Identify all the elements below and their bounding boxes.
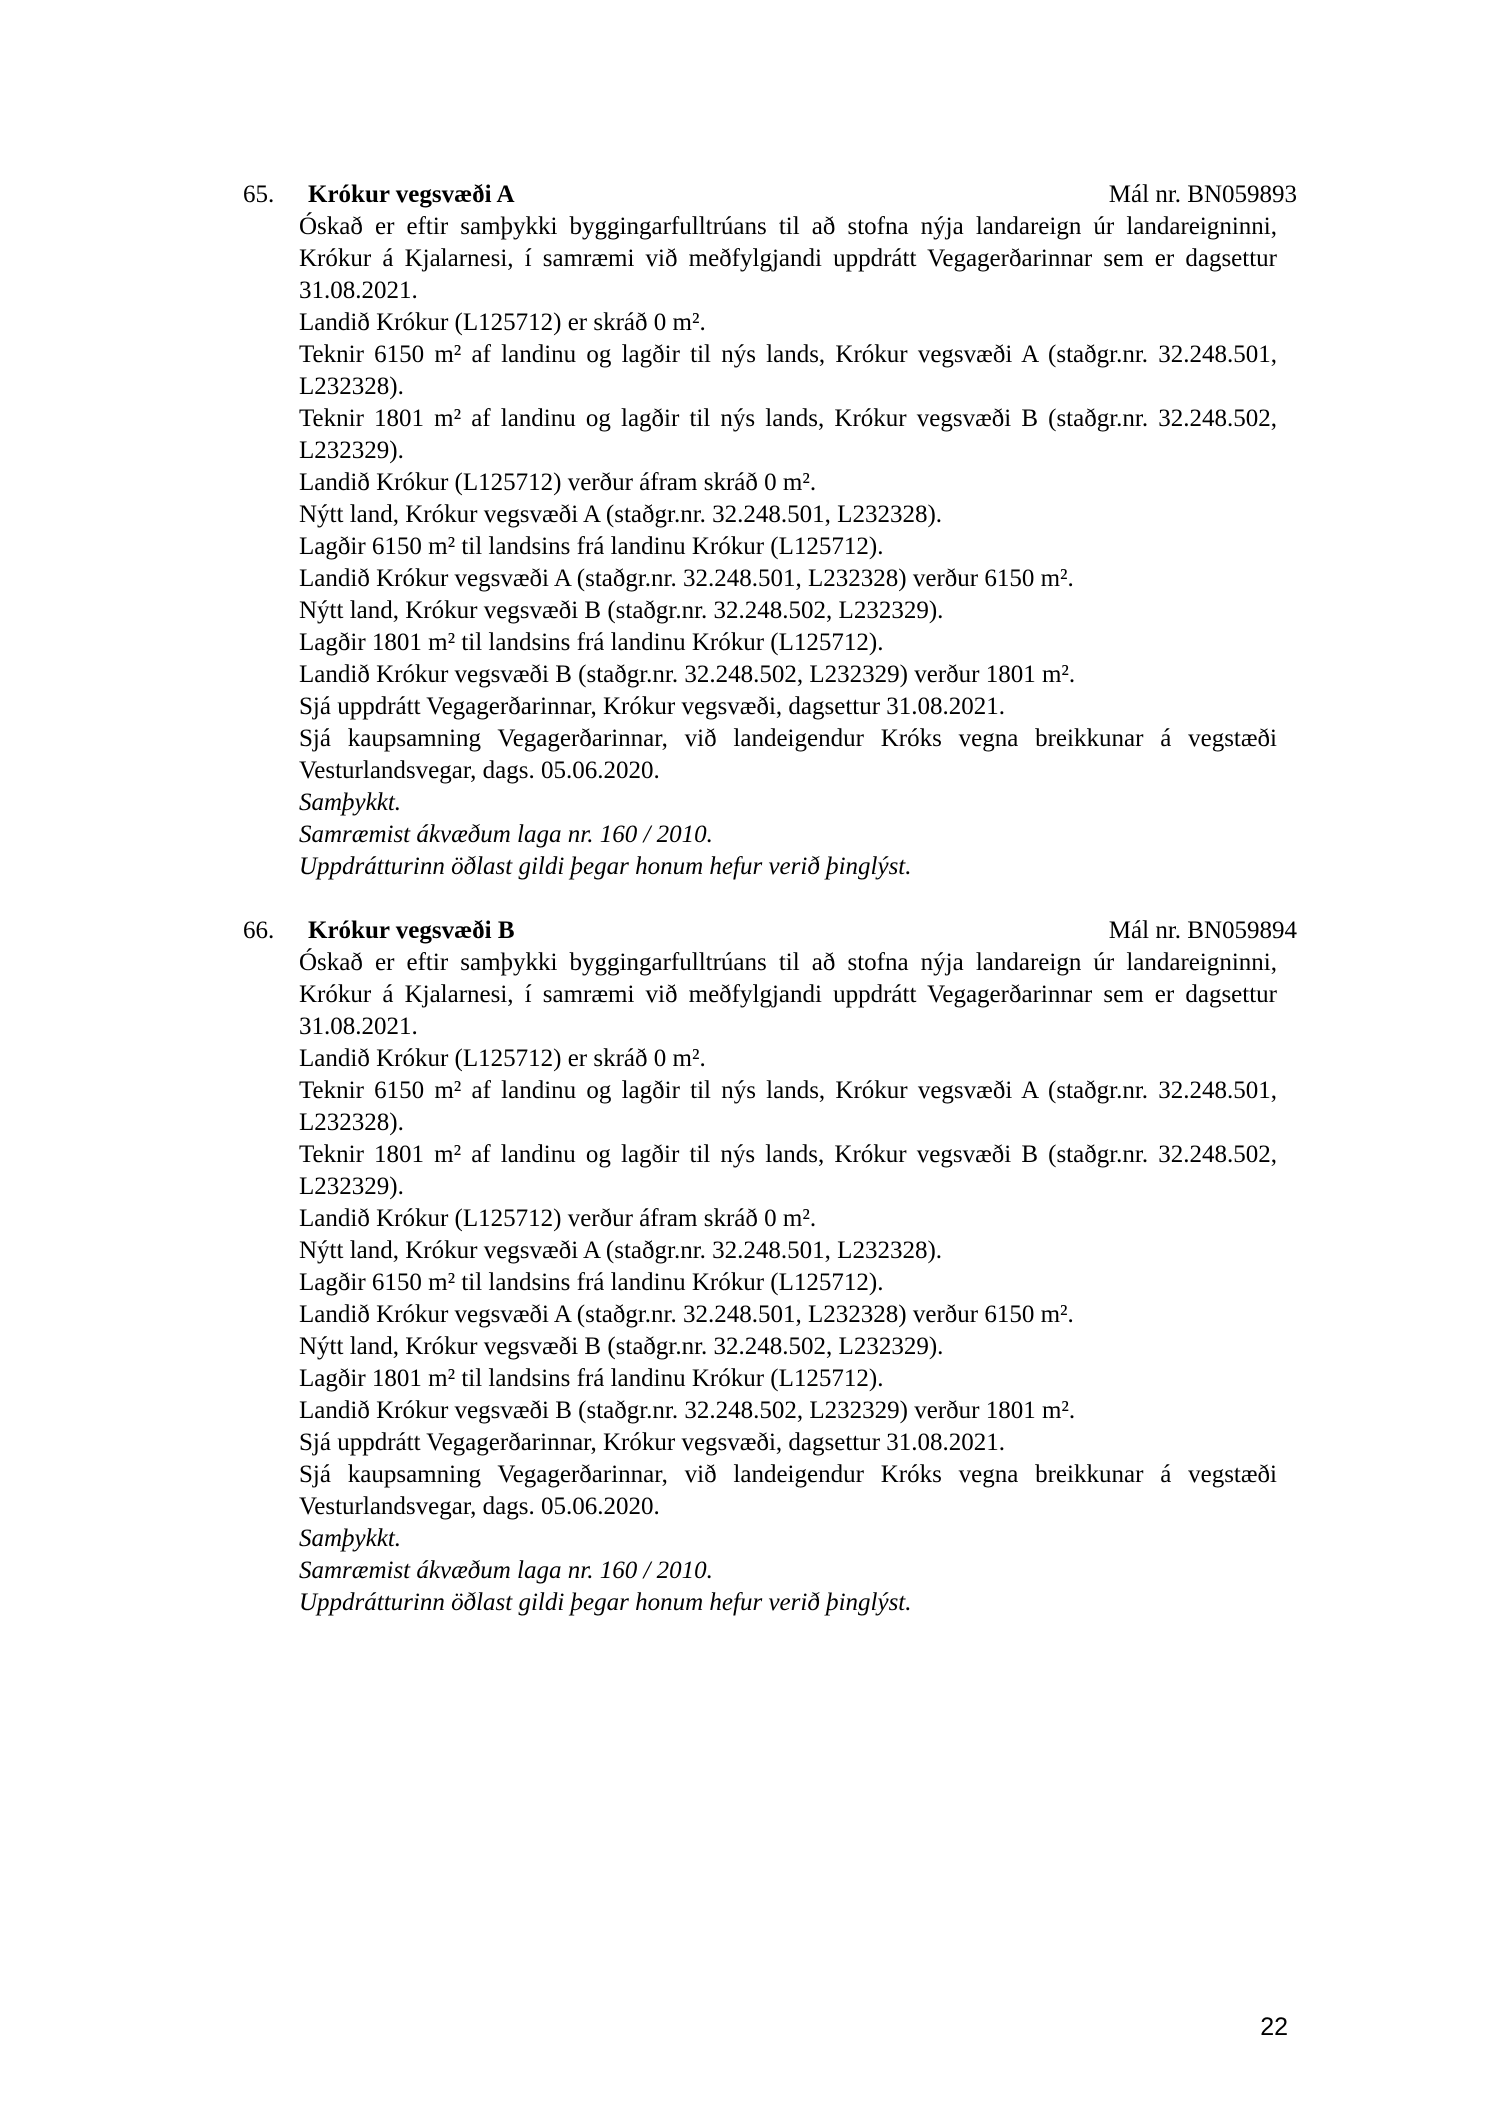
item-paragraph: Lagðir 6150 m² til landsins frá landinu Krókur (L125712). [299,533,884,560]
item-paragraph: Lagðir 6150 m² til landsins frá landinu Krókur (L125712). [299,1269,884,1296]
item-paragraph: Landið Krókur vegsvæði B (staðgr.nr. 32.248.502, L232329) verður 1801 m². [299,661,1076,688]
item-paragraph: Sjá uppdrátt Vegagerðarinnar, Krókur vegsvæði, dagsettur 31.08.2021. [299,1429,1006,1456]
item-paragraph: Óskað er eftir samþykki byggingarfulltrúans til að stofna nýja landareign úr landareigninni, Krókur á Kjalarnesi, í samræmi við meðfylgjandi uppdrátt Vegagerðarinnar sem er dagsettur 31.08.2021. [299,949,1277,1040]
item-paragraph: Nýtt land, Krókur vegsvæði A (staðgr.nr. 32.248.501, L232328). [299,1237,943,1264]
item-paragraph: Lagðir 1801 m² til landsins frá landinu Krókur (L125712). [299,1365,884,1392]
item-header [243,914,1297,947]
item-body [299,947,1277,1619]
item-paragraph: Óskað er eftir samþykki byggingarfulltrúans til að stofna nýja landareign úr landareigninni, Krókur á Kjalarnesi, í samræmi við meðfylgjandi uppdrátt Vegagerðarinnar sem er dagsettur 31.08.2021. [299,213,1277,304]
item-paragraph: Teknir 1801 m² af landinu og lagðir til nýs lands, Krókur vegsvæði B (staðgr.nr. 32.248.502, L232329). [299,1141,1277,1200]
item-paragraph: Landið Krókur (L125712) verður áfram skráð 0 m². [299,1205,817,1232]
registration-note: Uppdrátturinn öðlast gildi þegar honum hefur verið þinglýst. [299,1589,912,1616]
item-paragraph: Teknir 6150 m² af landinu og lagðir til nýs lands, Krókur vegsvæði A (staðgr.nr. 32.248.501, L232328). [299,341,1277,400]
case-number: Mál nr. BN059893 [1108,181,1297,208]
item-paragraph: Landið Krókur vegsvæði A (staðgr.nr. 32.248.501, L232328) verður 6150 m². [299,565,1074,592]
item-paragraph: Landið Krókur vegsvæði B (staðgr.nr. 32.248.502, L232329) verður 1801 m². [299,1397,1076,1424]
item-body [299,211,1277,883]
legal-note: Samræmist ákvæðum laga nr. 160 / 2010. [299,821,713,848]
item-paragraph: Teknir 1801 m² af landinu og lagðir til nýs lands, Krókur vegsvæði B (staðgr.nr. 32.248.502, L232329). [299,405,1277,464]
page-number: 22 [1260,2013,1288,2041]
item-paragraph: Landið Krókur (L125712) er skráð 0 m². [299,309,706,336]
item-paragraph: Sjá kaupsamning Vegagerðarinnar, við landeigendur Króks vegna breikkunar á vegstæði Vesturlandsvegar, dags. 05.06.2020. [299,725,1277,784]
item-paragraph: Landið Krókur (L125712) verður áfram skráð 0 m². [299,469,817,496]
legal-note: Samræmist ákvæðum laga nr. 160 / 2010. [299,1557,713,1584]
case-number: Mál nr. BN059894 [1108,917,1297,944]
item-paragraph: Lagðir 1801 m² til landsins frá landinu Krókur (L125712). [299,629,884,656]
item-paragraph: Teknir 6150 m² af landinu og lagðir til nýs lands, Krókur vegsvæði A (staðgr.nr. 32.248.501, L232328). [299,1077,1277,1136]
decision: Samþykkt. [299,1525,402,1552]
item-title: Krókur vegsvæði B [308,917,515,944]
item-paragraph: Sjá uppdrátt Vegagerðarinnar, Krókur vegsvæði, dagsettur 31.08.2021. [299,693,1006,720]
item-paragraph: Nýtt land, Krókur vegsvæði B (staðgr.nr. 32.248.502, L232329). [299,1333,944,1360]
item-number: 65. [243,181,275,208]
item-paragraph: Nýtt land, Krókur vegsvæði B (staðgr.nr. 32.248.502, L232329). [299,597,944,624]
item-number: 66. [243,917,275,944]
agenda-item [243,178,1297,883]
item-header [243,178,1297,211]
item-paragraph: Landið Krókur vegsvæði A (staðgr.nr. 32.248.501, L232328) verður 6150 m². [299,1301,1074,1328]
item-paragraph: Sjá kaupsamning Vegagerðarinnar, við landeigendur Króks vegna breikkunar á vegstæði Vesturlandsvegar, dags. 05.06.2020. [299,1461,1277,1520]
agenda-item [243,914,1297,1619]
item-paragraph: Nýtt land, Krókur vegsvæði A (staðgr.nr. 32.248.501, L232328). [299,501,943,528]
registration-note: Uppdrátturinn öðlast gildi þegar honum hefur verið þinglýst. [299,853,912,880]
item-title: Krókur vegsvæði A [308,181,515,208]
decision: Samþykkt. [299,789,402,816]
item-paragraph: Landið Krókur (L125712) er skráð 0 m². [299,1045,706,1072]
